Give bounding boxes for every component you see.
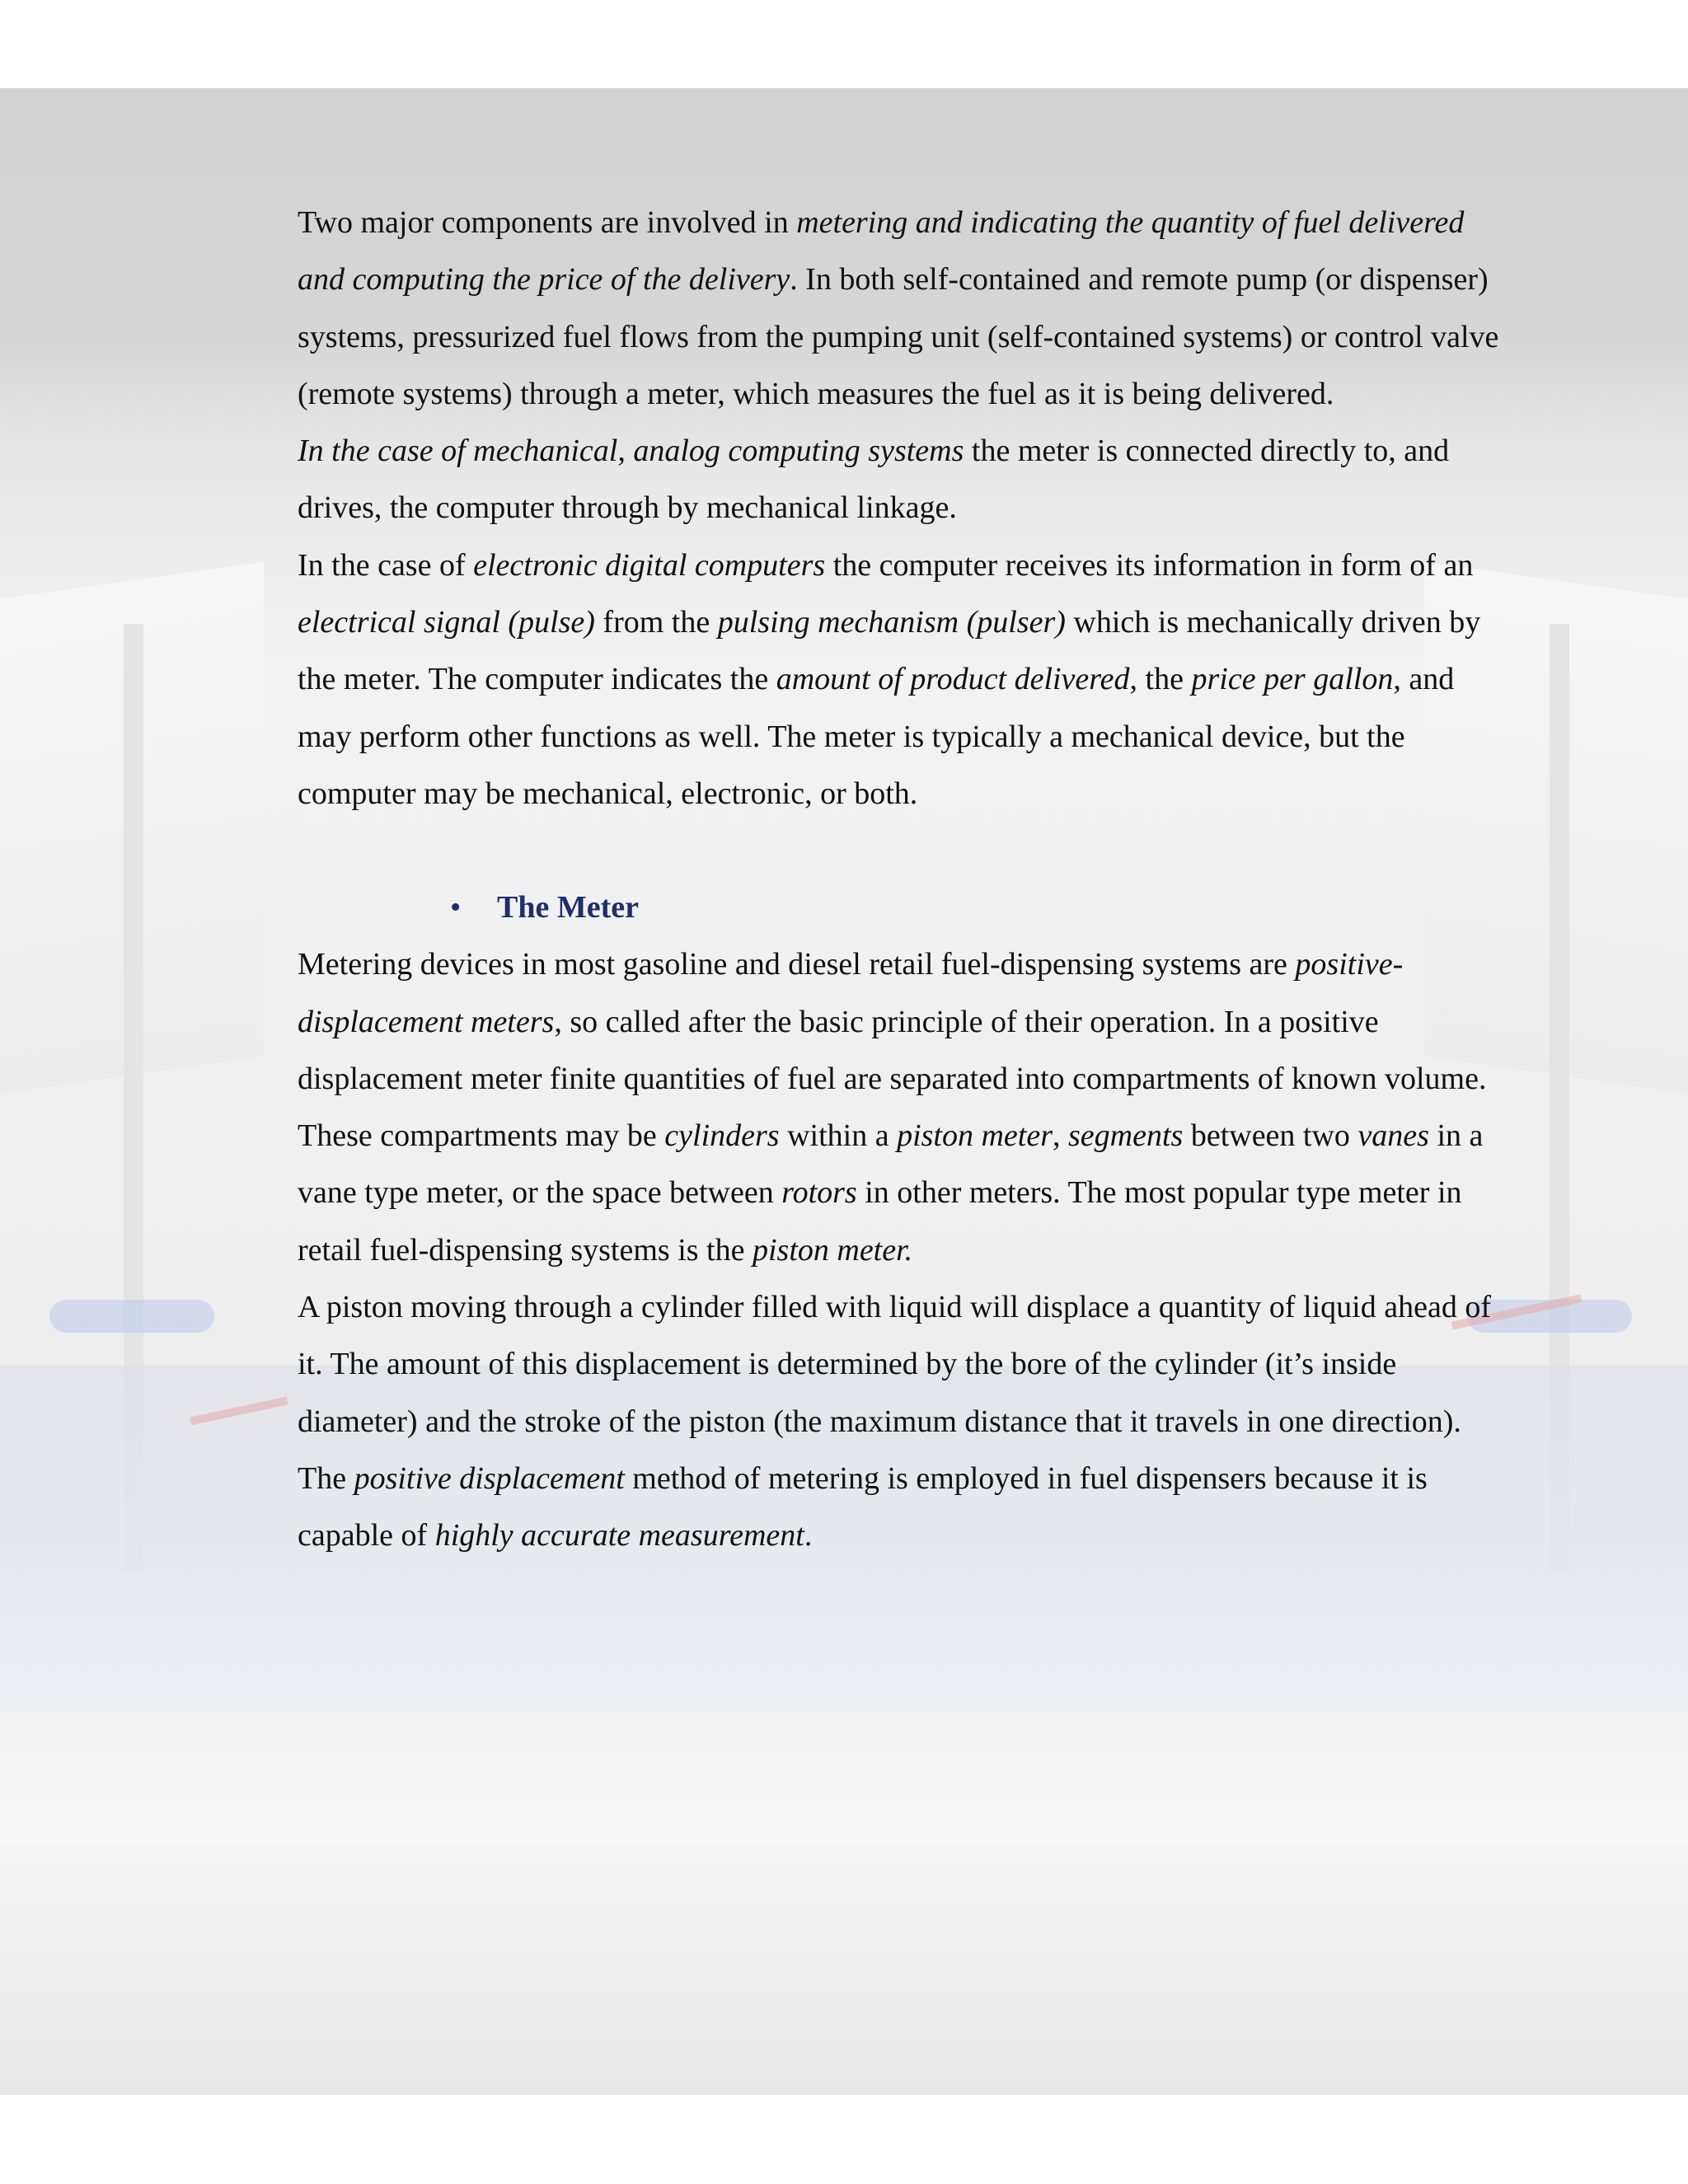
paragraph-mechanical-systems xyxy=(298,423,1501,537)
text-run: Two major components are involved in xyxy=(298,205,797,240)
text-run: in a vane type meter, or the space between xyxy=(298,1118,1484,1211)
bullet-icon: • xyxy=(450,890,462,926)
text-run: , the xyxy=(1129,662,1192,697)
text-run: within a xyxy=(779,1118,898,1154)
text-run: , xyxy=(1053,1118,1069,1154)
italic-phrase: In the case of mechanical, analog computing systems xyxy=(298,434,964,469)
italic-phrase: highly accurate measurement xyxy=(434,1518,804,1554)
italic-phrase: electronic digital computers xyxy=(473,547,826,583)
text-run: from the xyxy=(594,605,718,640)
pump-accent xyxy=(49,1300,214,1333)
section-heading-the-meter xyxy=(298,879,1501,936)
italic-phrase: cylinders xyxy=(664,1118,780,1154)
italic-phrase: piston meter xyxy=(897,1118,1053,1154)
text-run: , and may perform other functions as well. The meter is typically a mechanical device, but the computer may be mechanical, electronic, or both. xyxy=(298,662,1455,811)
italic-phrase: positive displacement xyxy=(354,1460,625,1496)
text-run: between two xyxy=(1183,1118,1358,1154)
document-body xyxy=(298,194,1501,1565)
forecourt-floor xyxy=(0,1844,1688,2095)
text-run: the computer receives its information in form of an xyxy=(825,547,1474,583)
italic-phrase: amount of product delivered xyxy=(776,662,1130,697)
text-run: Metering devices in most gasoline and diesel retail fuel-dispensing systems are xyxy=(298,947,1296,982)
italic-phrase: pulsing mechanism (pulser) xyxy=(717,605,1066,640)
italic-phrase: piston meter. xyxy=(752,1232,913,1268)
italic-phrase: metering and indicating the quantity of fuel delivered and computing the price of the delivery xyxy=(298,205,1465,298)
text-run: A piston moving through a cylinder filled with liquid will displace a quantity of liquid ahead of it. The amount of this displacement is determined by the bore of the cylinder (it’s inside diameter) and the stroke of the piston (the maximum distance that it travels in one direction). The xyxy=(298,1290,1491,1496)
italic-phrase: price per gallon xyxy=(1191,662,1394,697)
text-run: In the case of xyxy=(298,547,474,583)
section-heading-title: The Meter xyxy=(497,890,639,926)
text-run: , so called after the basic principle of their operation. In a positive displacement meter finite quantities of fuel are separated into compartments of known volume. These compartments may be xyxy=(298,1004,1487,1154)
italic-phrase: vanes xyxy=(1357,1118,1429,1154)
paragraph-electronic-computers xyxy=(298,537,1501,823)
text-run: which is mechanically driven by the meter. The computer indicates the xyxy=(298,605,1481,697)
text-run: . In both self-contained and remote pump (or dispenser) systems, pressurized fuel flows from the pumping unit (self-contained systems) or control valve (remote systems) through a meter, which measures the fuel as it is being delivered. xyxy=(298,262,1499,411)
paragraph-metering-components xyxy=(298,194,1501,423)
paragraph-metering-devices xyxy=(298,936,1501,1279)
text-run: the meter is connected directly to, and drives, the computer through by mechanical linkage. xyxy=(298,434,1450,526)
paragraph-piston-displacement xyxy=(298,1279,1501,1564)
italic-phrase: rotors xyxy=(781,1175,857,1211)
italic-phrase: segments xyxy=(1068,1118,1184,1154)
italic-phrase: electrical signal (pulse) xyxy=(298,605,595,640)
italic-phrase: positive-displacement meters xyxy=(298,947,1404,1039)
text-run: in other meters. The most popular type meter in retail fuel-dispensing systems is the xyxy=(298,1175,1462,1268)
text-run: . xyxy=(804,1518,813,1554)
text-run: method of metering is employed in fuel dispensers because it is capable of xyxy=(298,1460,1428,1554)
